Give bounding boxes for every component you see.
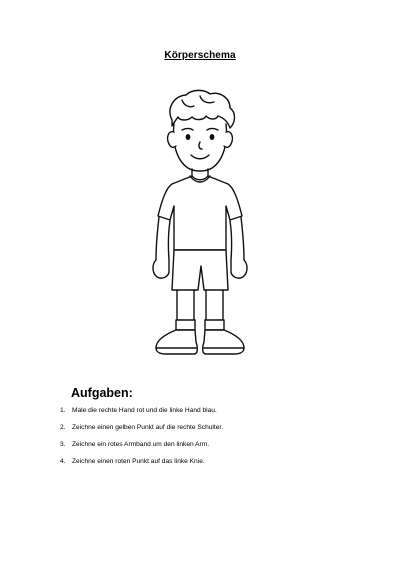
- task-number: 2.: [60, 424, 66, 431]
- task-item: [60, 441, 380, 458]
- task-item: [60, 458, 380, 475]
- tasks-heading: Aufgaben:: [71, 386, 133, 400]
- task-number: 4.: [60, 458, 66, 465]
- task-text: Zeichne ein rotes Armband um den linken Arm.: [72, 441, 210, 448]
- boy-body-outline-icon: [138, 86, 262, 358]
- task-text: Zeichne einen gelben Punkt auf die rechte Schulter.: [72, 424, 224, 431]
- task-text: Zeichne einen roten Punkt auf das linke Knie.: [72, 458, 205, 465]
- task-number: 1.: [60, 407, 66, 414]
- task-list: [60, 407, 380, 475]
- task-item: [60, 424, 380, 441]
- worksheet-title: Körperschema: [164, 50, 236, 61]
- task-text: Male die rechte Hand rot und die linke Hand blau.: [72, 407, 217, 414]
- task-item: [60, 407, 380, 424]
- task-number: 3.: [60, 441, 66, 448]
